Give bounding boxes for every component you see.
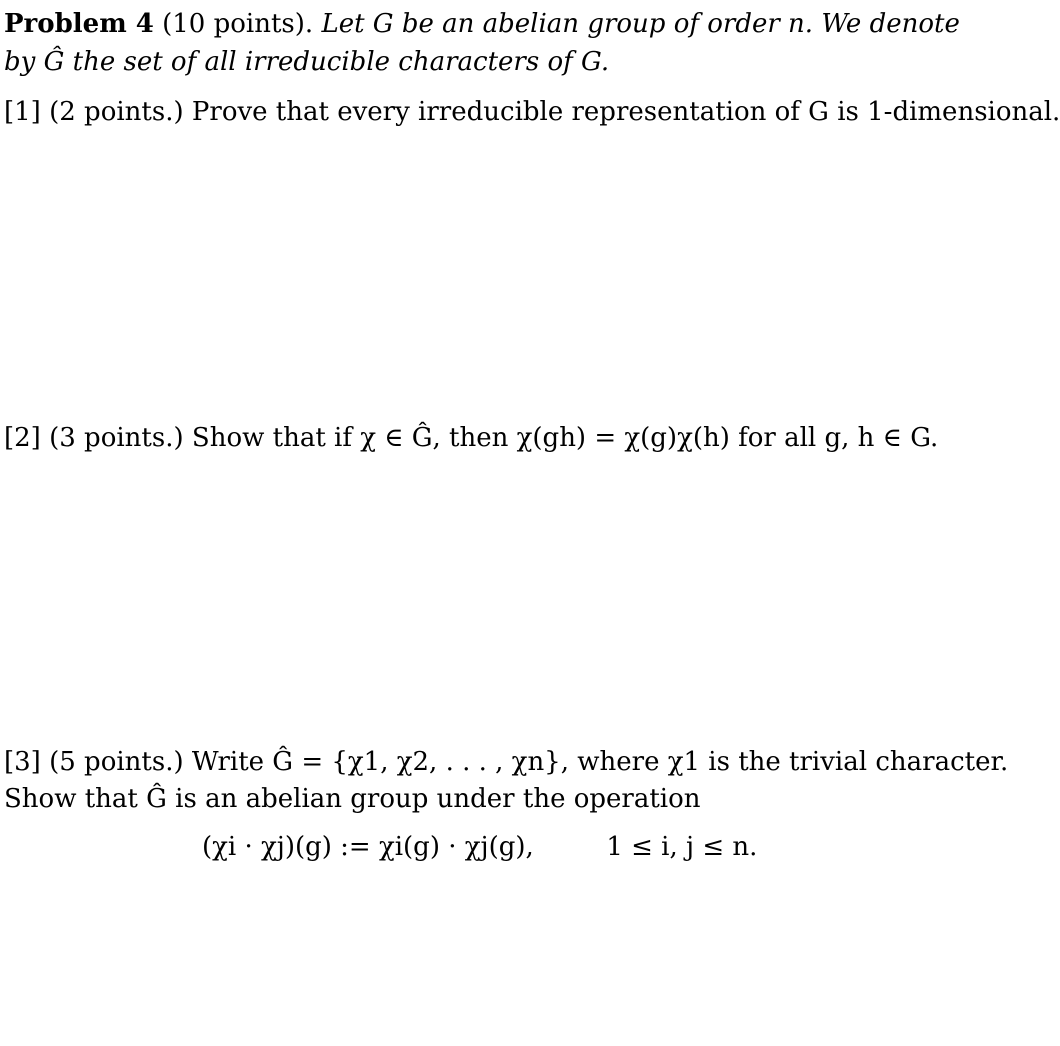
part-1 [4, 94, 1060, 132]
part-2-text: Show that if χ ∈ Ĝ, then χ(gh) = χ(g)χ(h) for all g, h ∈ G. [191, 423, 939, 453]
part-3-line1 [4, 744, 1008, 782]
part-3-display-condition: 1 ≤ i, j ≤ n. [606, 832, 758, 862]
part-1-number: [1] [4, 97, 41, 127]
part-3-points: (5 points.) [49, 747, 184, 777]
part-3-number: [3] [4, 747, 41, 777]
problem-points: (10 points). [162, 9, 314, 39]
part-3-text-line2: Show that Ĝ is an abelian group under the operation [4, 784, 701, 814]
problem-heading: Problem 4 [4, 9, 154, 39]
part-3-display-formula-row [202, 829, 757, 867]
part-2-number: [2] [4, 423, 41, 453]
part-1-text: Prove that every irreducible representation of G is 1-dimensional. [191, 97, 1060, 127]
problem-intro-line1: Let G be an abelian group of order n. We denote [321, 9, 960, 39]
part-2-points: (3 points.) [49, 423, 184, 453]
part-2 [4, 420, 938, 458]
problem-intro-line2: by Ĝ the set of all irreducible characters of G. [4, 47, 610, 77]
problem-heading-line [4, 6, 960, 44]
part-3-text-line1: Write Ĝ = {χ1, χ2, . . . , χn}, where χ1 is the trivial character. [191, 747, 1009, 777]
part-3-display-formula: (χi · χj)(g) := χi(g) · χj(g), [202, 832, 534, 862]
part-1-points: (2 points.) [49, 97, 184, 127]
